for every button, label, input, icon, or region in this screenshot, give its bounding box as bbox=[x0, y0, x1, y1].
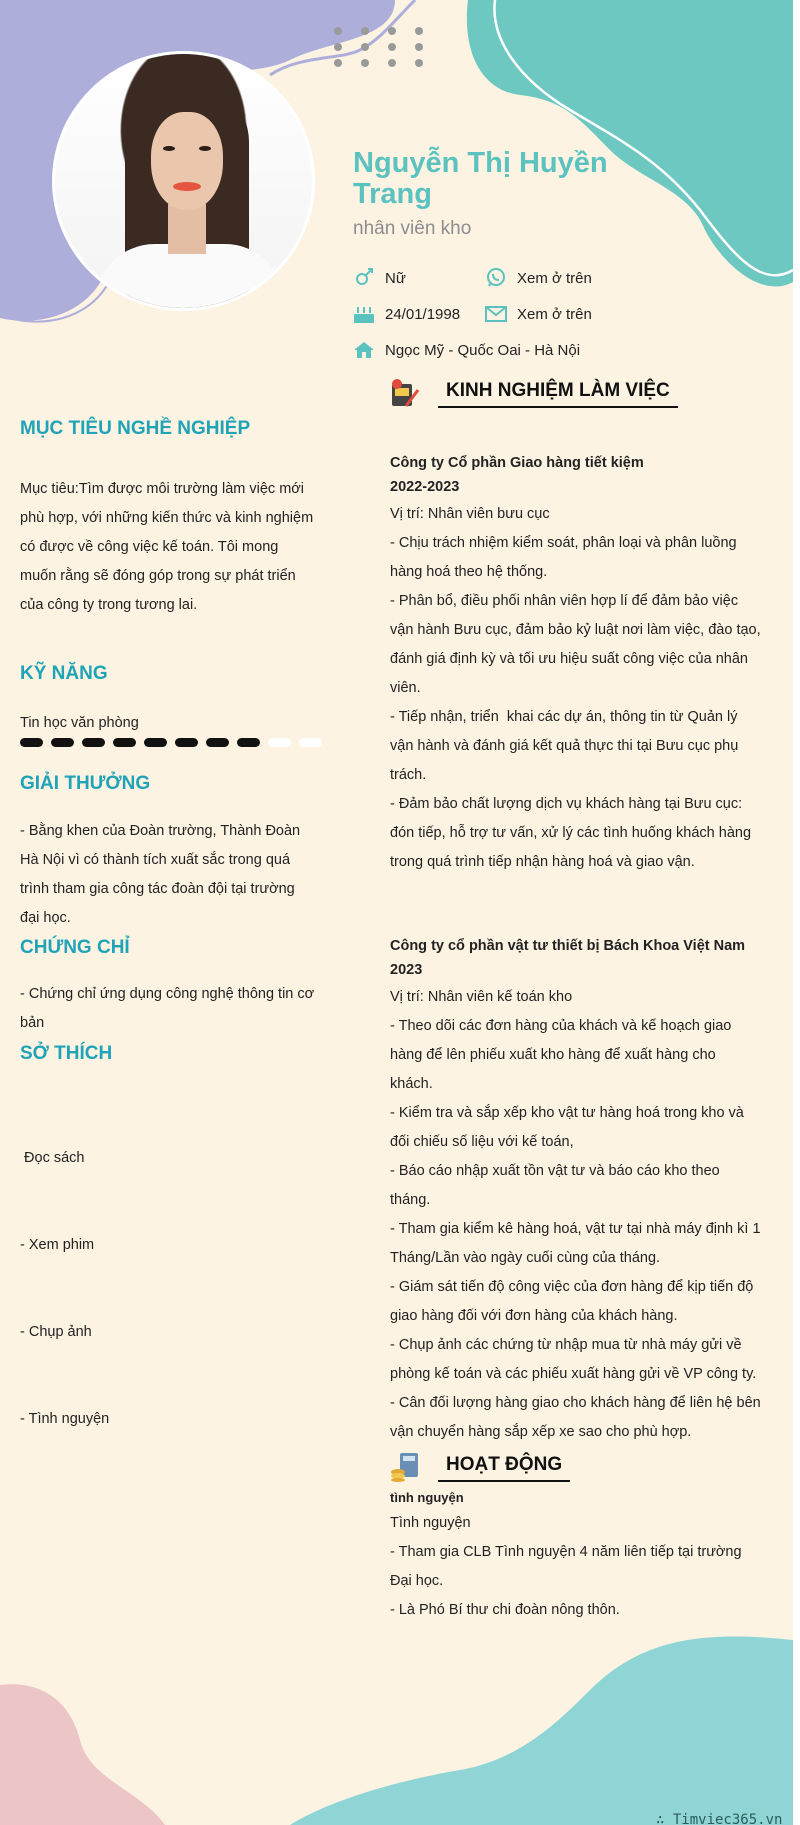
activity-subtitle: tình nguyện bbox=[390, 1490, 464, 1505]
hobby-item: Đọc sách bbox=[20, 1150, 85, 1166]
home-icon bbox=[353, 340, 375, 360]
hobbies-title: SỞ THÍCH bbox=[20, 1043, 113, 1064]
awards-text: - Bằng khen của Đoàn trường, Thành Đoàn Hà Nội vì có thành tích xuất sắc trong quá trình tham gia công tác đoàn đội tại trường đại học. bbox=[20, 823, 301, 926]
job-1-period: 2022-2023 bbox=[390, 479, 460, 495]
certificates-title: CHỨNG CHỈ bbox=[20, 937, 130, 958]
birthday-cake-icon bbox=[353, 304, 375, 324]
skill-name: Tin học văn phòng bbox=[20, 715, 139, 731]
candidate-name: Nguyễn Thị Huyền Trang bbox=[353, 147, 608, 210]
email-value: Xem ở trên bbox=[517, 305, 592, 323]
candidate-position: nhân viên kho bbox=[353, 218, 472, 239]
hobby-item: - Tình nguyện bbox=[20, 1411, 110, 1427]
activities-header bbox=[390, 1452, 570, 1482]
avatar bbox=[52, 51, 315, 311]
email-row bbox=[485, 304, 592, 324]
address-value: Ngọc Mỹ - Quốc Oai - Hà Nội bbox=[385, 341, 581, 359]
experience-title: KINH NGHIỆM LÀM VIỆC bbox=[438, 380, 678, 408]
hobby-item: - Chụp ảnh bbox=[20, 1324, 92, 1340]
job-2-company: Công ty cổ phần vật tư thiết bị Bách Khoa Việt Nam bbox=[390, 938, 746, 954]
gender-value: Nữ bbox=[385, 269, 406, 287]
activities-title: HOẠT ĐỘNG bbox=[438, 1454, 570, 1482]
briefcase-chart-icon bbox=[390, 378, 420, 408]
birthday-row bbox=[353, 304, 460, 324]
job-1-details: Vị trí: Nhân viên bưu cục - Chịu trách nhiệm kiểm soát, phân loại và phân luồng hàng hoá theo hệ thống. - Phân bổ, điều phối nhân viên hợp lí để đảm bảo việc vận hành Bưu cục, đảm bảo kỷ luật nơi làm việc, đào tạo, đánh giá định kỳ và tối ưu hiệu suất công việc của nhân viên. - Tiếp nhận, triển khai các dự án, thông tin từ Quản lý vận hành và đánh giá kết quả thực thi tại Bưu cục phụ trách. - Đảm bảo chất lượng dịch vụ khách hàng tại Bưu cục: đón tiếp, hỗ trợ tư vấn, xử lý các tình huống khách hàng trong quá trình tiếp nhận hàng hoá và giao vận. bbox=[390, 506, 761, 870]
gender-icon bbox=[353, 268, 375, 288]
objective-title: MỤC TIÊU NGHỀ NGHIỆP bbox=[20, 418, 251, 439]
awards-title: GIẢI THƯỞNG bbox=[20, 773, 151, 794]
experience-header bbox=[390, 378, 678, 408]
hobby-item: - Xem phim bbox=[20, 1237, 95, 1253]
phone-row bbox=[485, 268, 592, 288]
activities-details: Tình nguyện - Tham gia CLB Tình nguyện 4 năm liên tiếp tại trường Đại học. - Là Phó Bí thư chi đoàn nông thôn. bbox=[390, 1515, 742, 1618]
hobbies-list bbox=[20, 1086, 318, 1492]
address-row bbox=[353, 340, 580, 360]
watermark: ∴ Timviec365.vn bbox=[656, 1812, 783, 1825]
job-2-period: 2023 bbox=[390, 962, 423, 978]
phone-icon bbox=[485, 268, 507, 288]
job-2-details: Vị trí: Nhân viên kế toán kho - Theo dõi các đơn hàng của khách và kế hoạch giao hàng để lên phiếu xuất kho hàng để xuất hàng cho khách. - Kiểm tra và sắp xếp kho vật tư hàng hoá trong kho và đối chiếu số liệu với kế toán, - Báo cáo nhập xuất tồn vật tư và báo cáo kho theo tháng. - Tham gia kiểm kê hàng hoá, vật tư tại nhà máy định kì 1 Tháng/Lần vào ngày cuối cùng của tháng. - Giám sát tiến độ công việc của đơn hàng để kịp tiến độ giao hàng đối với đơn hàng của khách hàng. - Chụp ảnh các chứng từ nhập mua từ nhà máy gửi về phòng kế toán và các phiếu xuất hàng gửi về VP công ty. - Cân đối lượng hàng giao cho khách hàng để liên hệ bên vận chuyển hàng sắp xếp xe sao cho phù hợp. bbox=[390, 989, 761, 1440]
phone-value: Xem ở trên bbox=[517, 269, 592, 287]
job-1-company: Công ty Cổ phần Giao hàng tiết kiệm bbox=[390, 455, 644, 471]
birthday-value: 24/01/1998 bbox=[385, 305, 461, 323]
envelope-icon bbox=[485, 304, 507, 324]
skills-title: KỸ NĂNG bbox=[20, 663, 108, 684]
skill-level-bar bbox=[20, 738, 322, 747]
calculator-coins-icon bbox=[390, 1452, 420, 1482]
gender-row bbox=[353, 268, 406, 288]
objective-text: Mục tiêu:Tìm được môi trường làm việc mới phù hợp, với những kiến thức và kinh nghiệm có được về công việc kế toán. Tôi mong muốn rằng sẽ đóng góp trong sự phát triển của công ty trong tương lai. bbox=[20, 481, 314, 613]
certificates-text: - Chứng chỉ ứng dụng công nghệ thông tin cơ bản bbox=[20, 986, 315, 1031]
